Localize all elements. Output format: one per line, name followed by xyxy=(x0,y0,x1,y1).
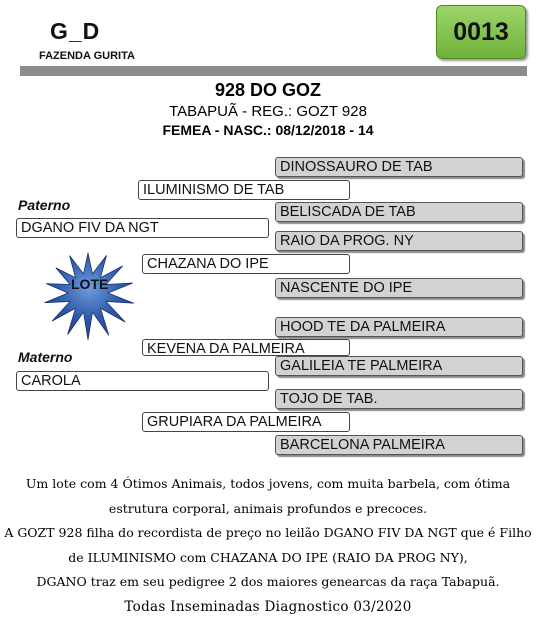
lot-number-badge: 0013 xyxy=(436,5,526,59)
pedigree-ggp-5: HOOD TE DA PALMEIRA xyxy=(275,317,523,337)
description-line: de ILUMINISMO com CHAZANA DO IPE (RAIO DA PROG NY), xyxy=(68,549,468,565)
pedigree-sire-dam: CHAZANA DO IPE xyxy=(142,254,350,274)
description xyxy=(0,472,536,619)
pedigree-dam-dam: GRUPIARA DA PALMEIRA xyxy=(142,412,350,432)
pedigree-ggp-7: TOJO DE TAB. xyxy=(275,389,523,409)
pedigree-ggp-6: GALILEIA TE PALMEIRA xyxy=(275,356,523,376)
paternal-label: Paterno xyxy=(18,197,71,213)
starburst-icon xyxy=(33,245,148,345)
farm-name: FAZENDA GURITA xyxy=(39,50,135,62)
animal-sex-birth: FEMEA - NASC.: 08/12/2018 - 14 xyxy=(162,122,374,138)
pedigree-ggp-1: DINOSSAURO DE TAB xyxy=(275,157,523,177)
pedigree-ggp-4: NASCENTE DO IPE xyxy=(275,278,523,298)
pedigree-dam-sire: KEVENA DA PALMEIRA xyxy=(142,339,350,356)
description-line: estrutura corporal, animais profundos e precoces. xyxy=(108,500,428,516)
lote-badge xyxy=(33,245,148,345)
pedigree-ggp-2: BELISCADA DE TAB xyxy=(275,202,523,222)
lote-label: LOTE xyxy=(71,276,109,292)
pedigree-ggp-8: BARCELONA PALMEIRA xyxy=(275,435,523,455)
pedigree-sire: DGANO FIV DA NGT xyxy=(16,218,269,238)
pedigree-dam: CAROLA xyxy=(16,371,269,391)
animal-breed-reg: TABAPUÃ - REG.: GOZT 928 xyxy=(169,103,367,120)
header-divider xyxy=(20,66,527,76)
description-line: Todas Inseminadas Diagnostico 03/2020 xyxy=(124,598,412,615)
pedigree-sire-sire: ILUMINISMO DE TAB xyxy=(138,180,350,200)
animal-name: 928 DO GOZ xyxy=(214,80,322,100)
maternal-label: Materno xyxy=(18,349,73,365)
description-line: A GOZT 928 filha do recordista de preço no leilão DGANO FIV DA NGT que é Filho xyxy=(4,525,532,540)
pedigree-ggp-3: RAIO DA PROG. NY xyxy=(275,231,523,251)
description-line: DGANO traz em seu pedigree 2 dos maiores genearcas da raça Tabapuã. xyxy=(36,574,500,589)
logo: G_D xyxy=(50,18,101,44)
description-line: Um lote com 4 Ótimos Animais, todos jovens, com muita barbela, com ótima xyxy=(25,476,511,491)
